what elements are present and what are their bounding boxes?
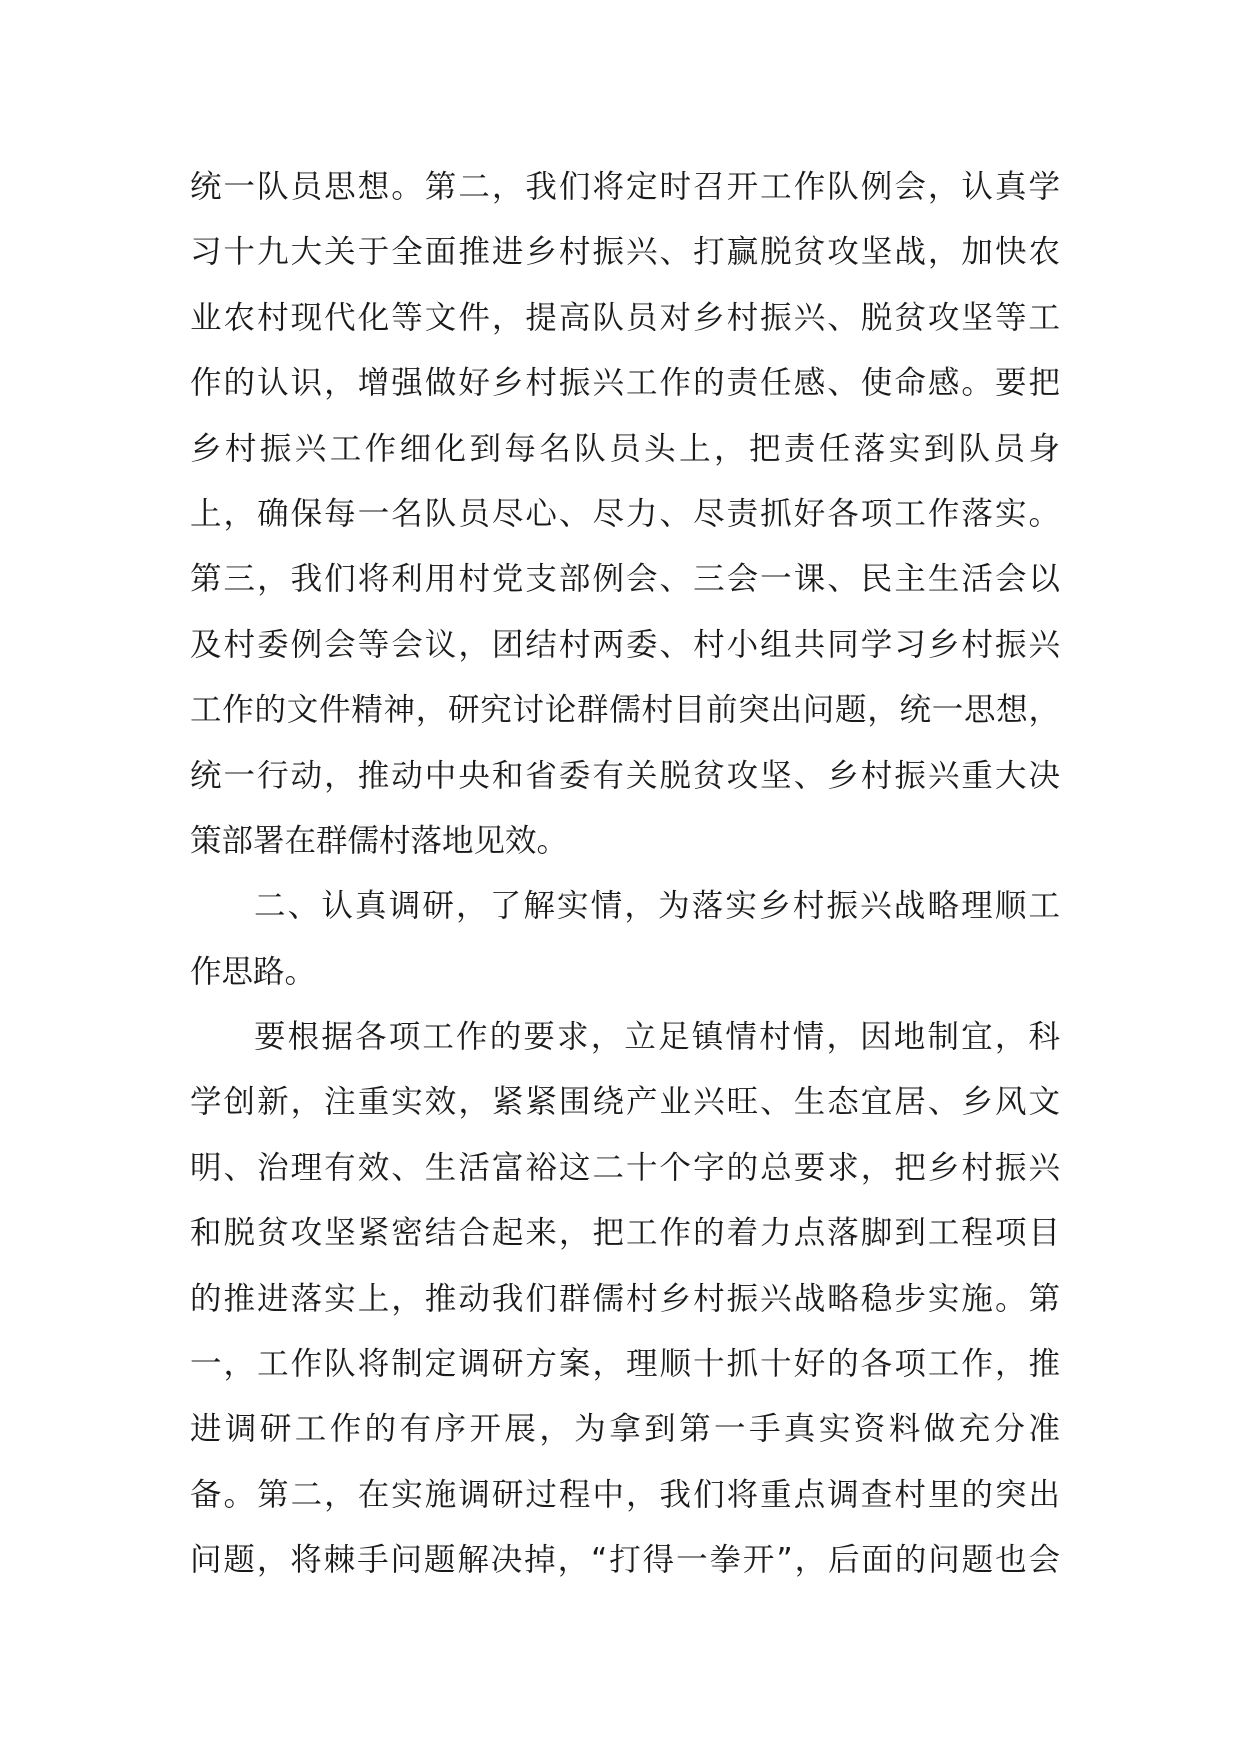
- text-line: 的推进落实上，推动我们群儒村乡村振兴战略稳步实施。第: [190, 1280, 1060, 1317]
- text-line: 要根据各项工作的要求，立足镇情村情，因地制宜，科: [254, 1019, 1060, 1056]
- text-line: 作的认识，增强做好乡村振兴工作的责任感、使命感。要把: [190, 365, 1060, 402]
- text-line: 乡村振兴工作细化到每名队员头上，把责任落实到队员身: [190, 430, 1060, 467]
- text-line: 业农村现代化等文件，提高队员对乡村振兴、脱贫攻坚等工: [190, 299, 1060, 336]
- text-line: 备。第二，在实施调研过程中，我们将重点调查村里的突出: [190, 1476, 1060, 1513]
- text-line: 一，工作队将制定调研方案，理顺十抓十好的各项工作，推: [190, 1346, 1060, 1383]
- text-line: 习十九大关于全面推进乡村振兴、打赢脱贫攻坚战，加快农: [190, 234, 1060, 271]
- text-line: 上，确保每一名队员尽心、尽力、尽责抓好各项工作落实。: [190, 495, 1060, 532]
- section-heading-line: 作思路。: [190, 953, 317, 990]
- text-line: 明、治理有效、生活富裕这二十个字的总要求，把乡村振兴: [190, 1149, 1060, 1186]
- text-line: 工作的文件精神，研究讨论群儒村目前突出问题，统一思想，: [190, 692, 1060, 729]
- text-line: 统一行动，推动中央和省委有关脱贫攻坚、乡村振兴重大决: [190, 757, 1060, 794]
- text-line: 第三，我们将利用村党支部例会、三会一课、民主生活会以: [190, 561, 1060, 598]
- text-line: 和脱贫攻坚紧密结合起来，把工作的着力点落脚到工程项目: [190, 1215, 1060, 1252]
- text-line: 学创新，注重实效，紧紧围绕产业兴旺、生态宜居、乡风文: [190, 1084, 1060, 1121]
- section-heading-line: 二、认真调研，了解实情，为落实乡村振兴战略理顺工: [254, 888, 1060, 925]
- text-line: 策部署在群儒村落地见效。: [190, 822, 569, 859]
- text-line: 进调研工作的有序开展，为拿到第一手真实资料做充分准: [190, 1411, 1060, 1448]
- text-line: 及村委例会等会议，团结村两委、村小组共同学习乡村振兴: [190, 626, 1060, 663]
- text-line: 问题，将棘手问题解决掉，“打得一拳开”，后面的问题也会: [190, 1542, 1060, 1579]
- body-text: [190, 155, 1060, 1594]
- text-line: 统一队员思想。第二，我们将定时召开工作队例会，认真学: [190, 169, 1060, 205]
